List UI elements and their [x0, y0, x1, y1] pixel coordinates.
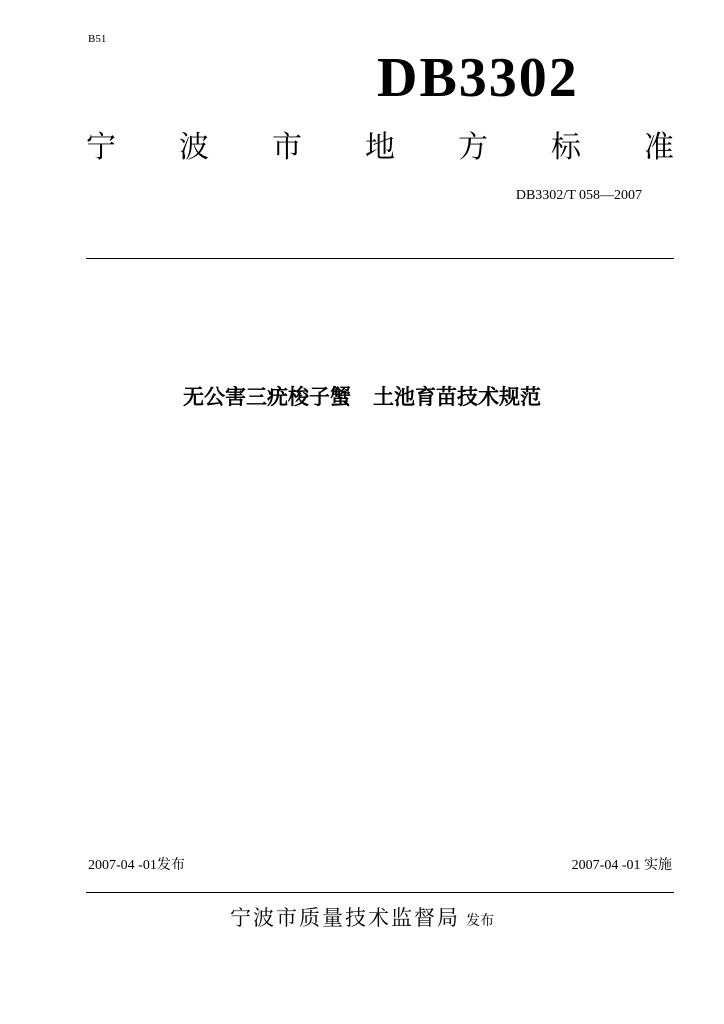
standard-number: DB3302/T 058—2007: [515, 188, 642, 203]
implementation-date-line: [572, 854, 672, 874]
issue-label: 发布: [156, 857, 185, 873]
standard-type-char: 宁: [86, 130, 116, 165]
standard-type-char: 准: [644, 130, 674, 165]
standard-type-heading: [86, 128, 674, 168]
footer-divider: [86, 892, 674, 893]
header-divider: [86, 258, 674, 259]
standard-type-char: 波: [179, 130, 209, 165]
standard-type-char: 地: [365, 130, 395, 165]
implementation-label: 实施: [644, 857, 672, 873]
document-title: 无公害三疣梭子蟹 土池育苗技术规范: [183, 385, 541, 409]
standard-type-char: 市: [272, 130, 302, 165]
issuer-suffix: 发布: [466, 913, 494, 929]
standard-code-heading: DB3302: [377, 47, 579, 109]
issue-date: 2007-04 -01: [88, 858, 157, 873]
implementation-date: 2007-04 -01: [571, 858, 641, 873]
classification-code: B51: [88, 33, 107, 45]
standard-type-char: 标: [551, 130, 581, 165]
issuer-name: 宁波市质量技术监督局: [230, 906, 460, 930]
issuer-line: [0, 902, 724, 932]
issue-date-line: [88, 854, 185, 874]
standard-type-char: 方: [458, 130, 488, 165]
